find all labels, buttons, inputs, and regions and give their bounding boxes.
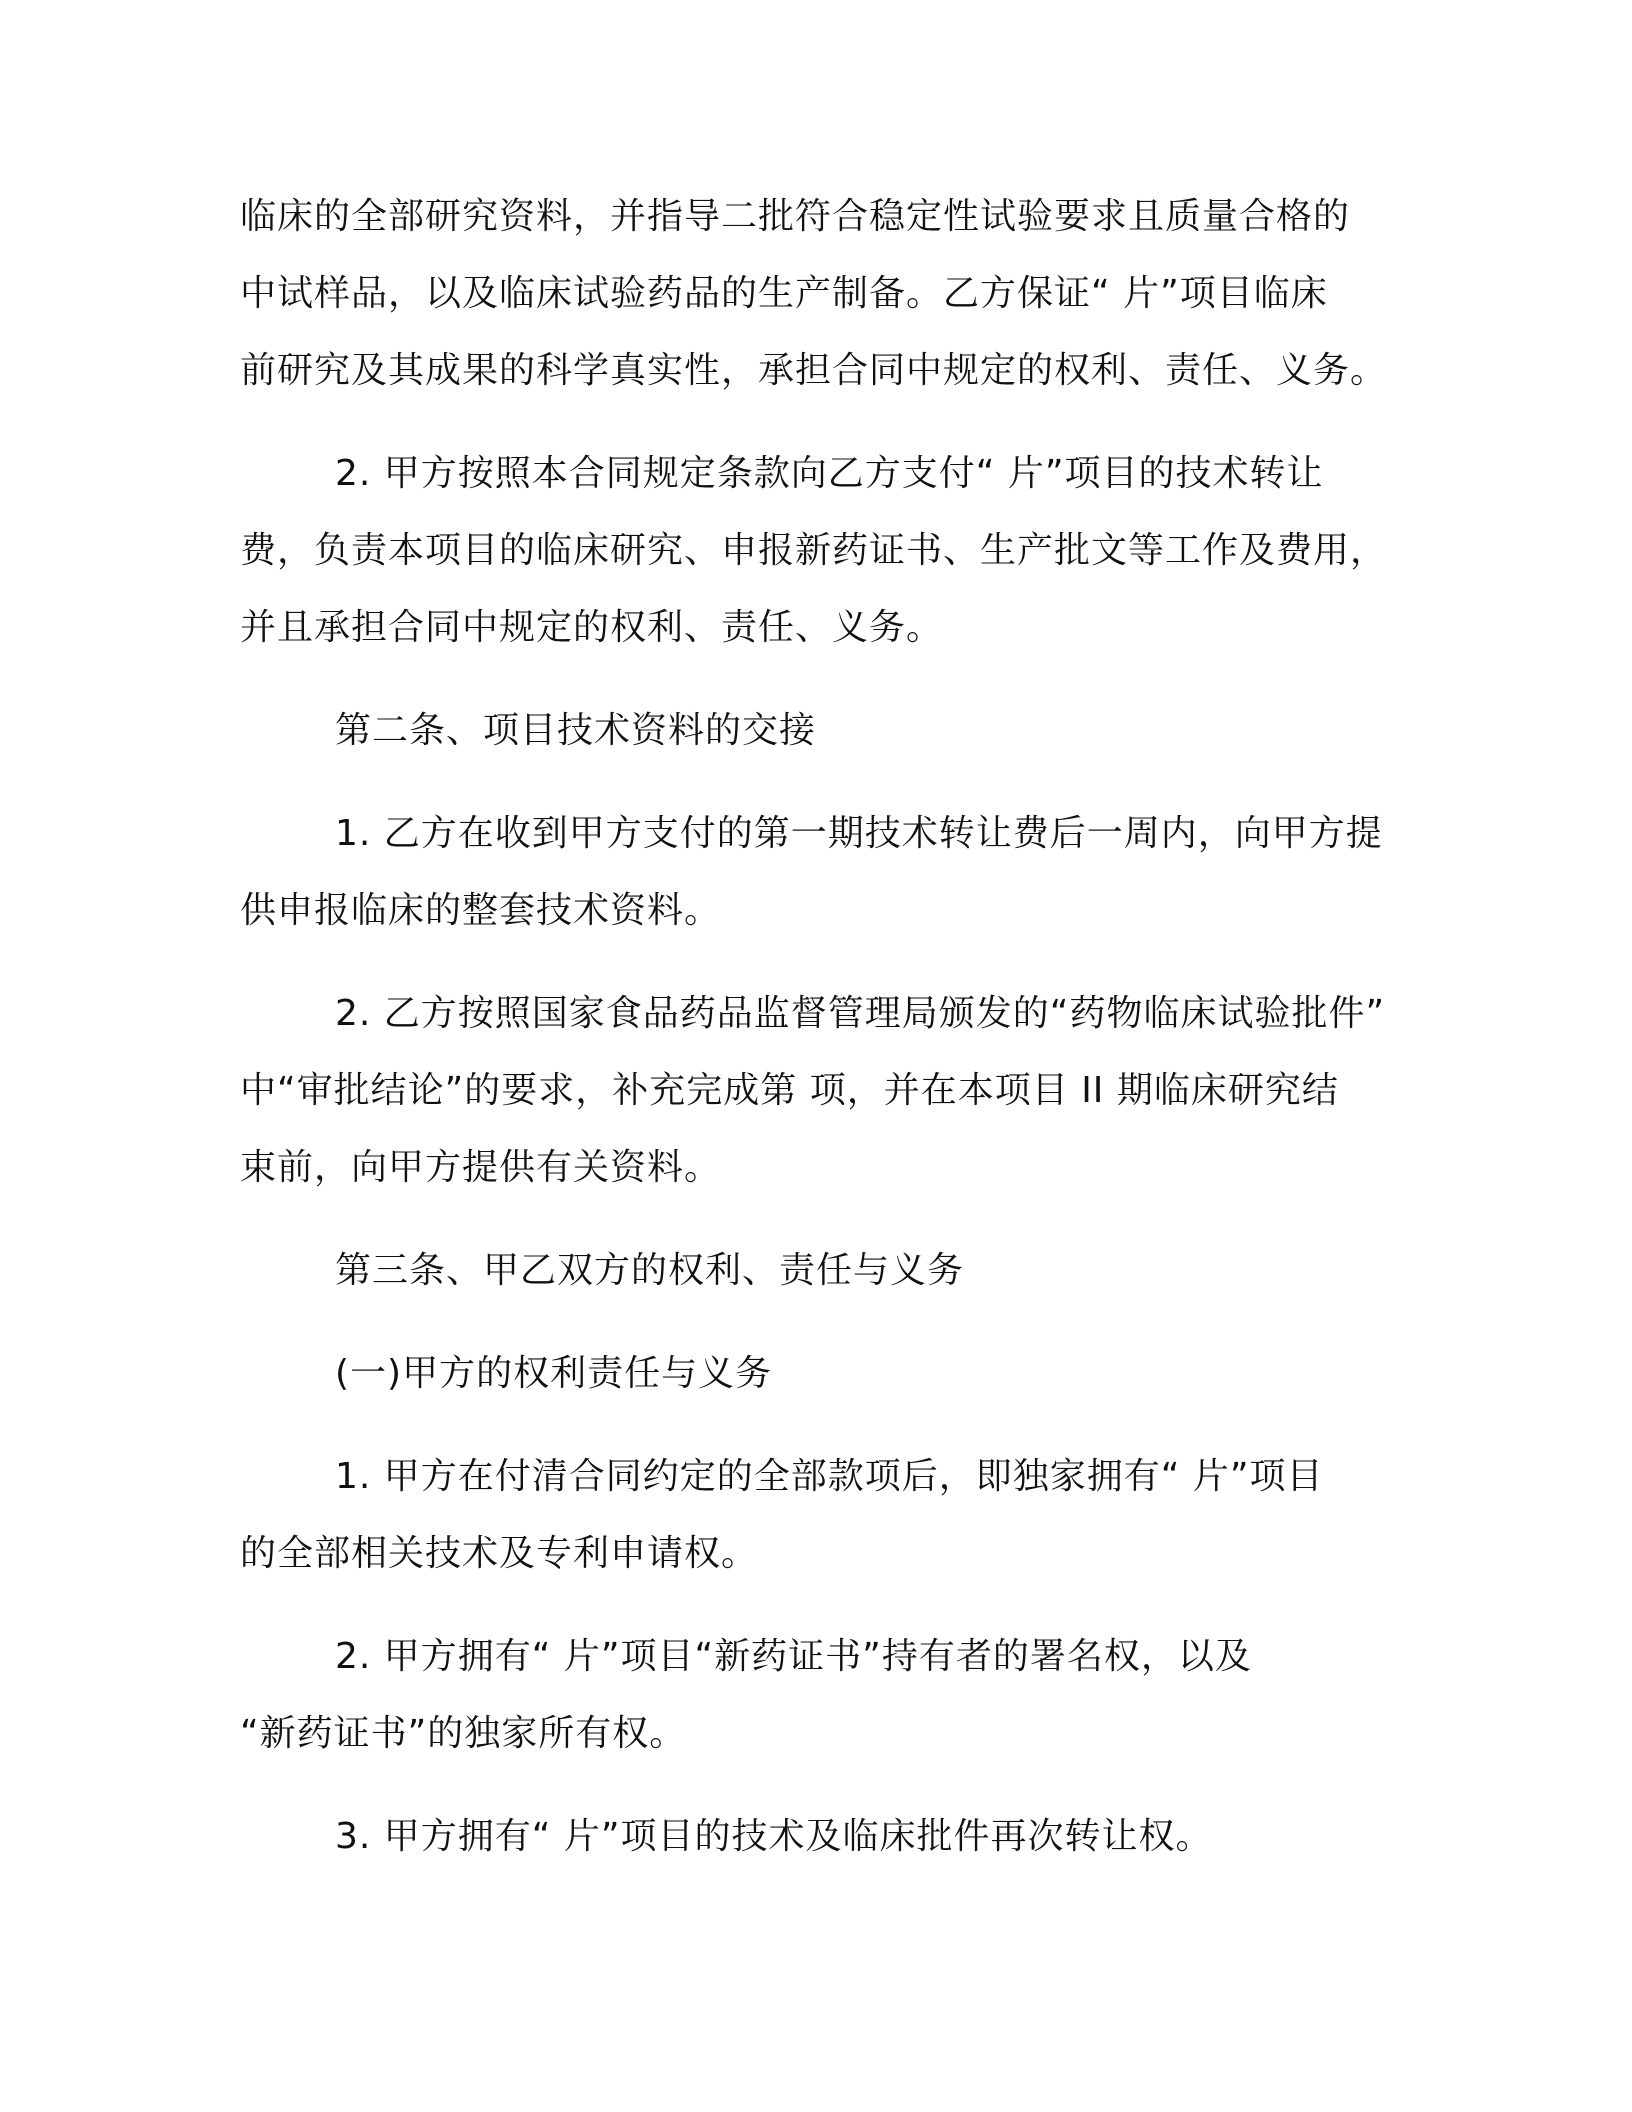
subsection-heading: (一)甲方的权利责任与义务 xyxy=(335,1353,773,1394)
paragraph-line: 供申报临床的整套技术资料。 xyxy=(240,890,722,931)
paragraph-line: 费，负责本项目的临床研究、申报新药证书、生产批文等工作及费用， xyxy=(240,530,1388,571)
paragraph-line: 的全部相关技术及专利申请权。 xyxy=(240,1533,759,1574)
paragraph-line: 1. 乙方在收到甲方支付的第一期技术转让费后一周内，向甲方提 xyxy=(335,813,1383,854)
paragraph-line: 中试样品，以及临床试验药品的生产制备。乙方保证“ 片”项目临床 xyxy=(240,273,1328,314)
paragraph-line: 中“审批结论”的要求，补充完成第 项，并在本项目 II 期临床研究结 xyxy=(240,1070,1339,1111)
section-heading: 第三条、甲乙双方的权利、责任与义务 xyxy=(335,1250,965,1291)
paragraph-line: 2. 甲方拥有“ 片”项目“新药证书”持有者的署名权，以及 xyxy=(335,1636,1252,1677)
section-heading: 第二条、项目技术资料的交接 xyxy=(335,710,817,751)
paragraph-line: 2. 甲方按照本合同规定条款向乙方支付“ 片”项目的技术转让 xyxy=(335,453,1324,494)
paragraph-line: “新药证书”的独家所有权。 xyxy=(240,1713,687,1754)
paragraph-line: 前研究及其成果的科学真实性，承担合同中规定的权利、责任、义务。 xyxy=(240,350,1388,391)
paragraph-line: 临床的全部研究资料，并指导二批符合稳定性试验要求且质量合格的 xyxy=(240,196,1351,237)
paragraph-line: 束前，向甲方提供有关资料。 xyxy=(240,1147,722,1188)
paragraph-line: 2. 乙方按照国家食品药品监督管理局颁发的“药物临床试验批件” xyxy=(335,993,1386,1034)
paragraph-line: 并且承担合同中规定的权利、责任、义务。 xyxy=(240,607,944,648)
paragraph-line: 3. 甲方拥有“ 片”项目的技术及临床批件再次转让权。 xyxy=(335,1816,1213,1857)
paragraph-line: 1. 甲方在付清合同约定的全部款项后，即独家拥有“ 片”项目 xyxy=(335,1456,1324,1497)
